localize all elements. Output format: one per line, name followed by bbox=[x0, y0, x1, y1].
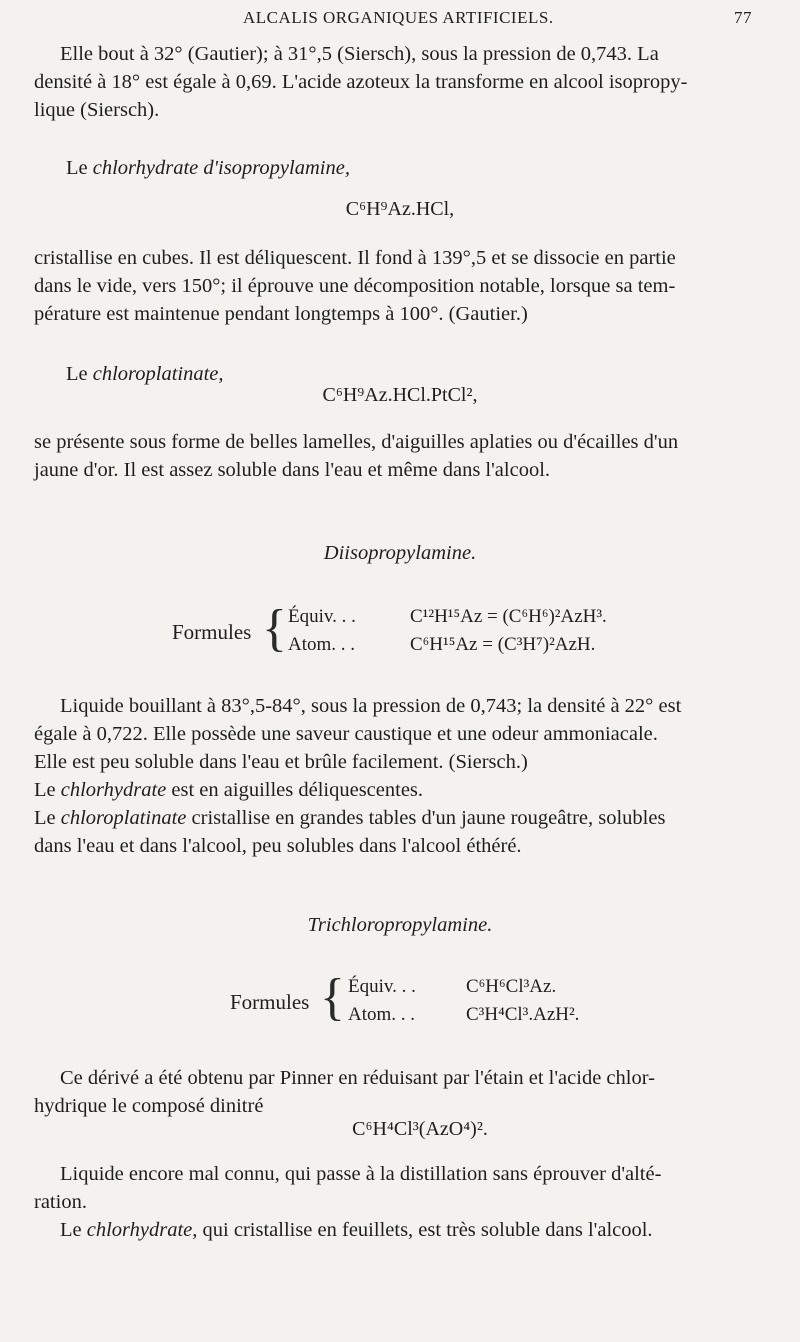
text-line: jaune d'or. Il est assez soluble dans l'eau et même dans l'alcool. bbox=[34, 459, 551, 481]
text-line: Liquide bouillant à 83°,5-84°, sous la pression de 0,743; la densité à 22° est bbox=[60, 695, 682, 717]
section-heading-diisopropylamine: Diisopropylamine. bbox=[323, 542, 477, 564]
paragraph-chlorhydrate bbox=[34, 244, 754, 328]
compound-name: chlorhydrate bbox=[60, 779, 167, 801]
text-line: pérature est maintenue pendant longtemps à 100°. (Gautier.) bbox=[34, 303, 528, 325]
text-line: hydrique le composé dinitré bbox=[34, 1095, 264, 1117]
brace-icon: { bbox=[262, 600, 287, 657]
text-suffix: qui cristallise en feuillets, est très soluble dans l'alcool. bbox=[197, 1219, 653, 1241]
text-line bbox=[34, 804, 754, 832]
section-heading-trichloropropylamine: Trichloropropylamine. bbox=[307, 914, 493, 936]
brace-icon: { bbox=[320, 969, 345, 1026]
formula-atom-label: Atom. . . bbox=[288, 634, 356, 655]
formula-atom-label: Atom. . . bbox=[348, 1004, 416, 1025]
paragraph-diisopropylamine bbox=[34, 692, 754, 860]
formula-chlorhydrate: C⁶H⁹Az.HCl, bbox=[345, 198, 455, 220]
compound-name: chloroplatinate bbox=[60, 807, 187, 829]
text-prefix: Le bbox=[60, 1219, 87, 1241]
text-line: se présente sous forme de belles lamelles, d'aiguilles aplaties ou d'écailles d'un bbox=[34, 431, 679, 453]
text-line: densité à 18° est égale à 0,69. L'acide azoteux la transforme en alcool isopropy- bbox=[34, 71, 688, 93]
formula-dinitro: C⁶H⁴Cl³(AzO⁴)². bbox=[352, 1118, 488, 1140]
text-line: ration. bbox=[34, 1191, 87, 1213]
formulas-label: Formules bbox=[172, 620, 252, 644]
text-suffix: cristallise en grandes tables d'un jaune rougeâtre, solubles bbox=[186, 807, 666, 829]
text-line: dans l'eau et dans l'alcool, peu solubles dans l'alcool éthéré. bbox=[34, 835, 522, 857]
text-line bbox=[34, 776, 754, 804]
text-prefix: Le bbox=[34, 807, 61, 829]
text-line: lique (Siersch). bbox=[34, 99, 160, 121]
text-line: égale à 0,722. Elle possède une saveur caustique et une odeur ammoniacale. bbox=[34, 723, 658, 745]
text-line: Ce dérivé a été obtenu par Pinner en réduisant par l'étain et l'acide chlor- bbox=[60, 1067, 655, 1089]
chlorhydrate-intro bbox=[60, 154, 752, 182]
running-header bbox=[0, 6, 800, 32]
formula-equiv: C¹²H¹⁵Az = (C⁶H⁶)²AzH³. bbox=[410, 606, 607, 627]
text-line: Elle est peu soluble dans l'eau et brûle facilement. (Siersch.) bbox=[34, 751, 528, 773]
formula-atom: C⁶H¹⁵Az = (C³H⁷)²AzH. bbox=[410, 634, 596, 655]
text-line: Liquide encore mal connu, qui passe à la distillation sans éprouver d'alté- bbox=[60, 1163, 662, 1185]
paragraph-liquide bbox=[34, 1160, 754, 1244]
text-line bbox=[60, 1216, 754, 1244]
paragraph-pinner bbox=[34, 1064, 754, 1120]
compound-name: chlorhydrate, bbox=[86, 1219, 198, 1241]
paragraph-chloroplatinate bbox=[34, 428, 754, 484]
formula-chloroplatinate: C⁶H⁹Az.HCl.PtCl², bbox=[322, 384, 478, 406]
formula-equiv: C⁶H⁶Cl³Az. bbox=[466, 976, 557, 997]
text-prefix: Le bbox=[66, 157, 93, 179]
compound-name: chlorhydrate d'isopropylamine, bbox=[92, 157, 350, 179]
text-line: dans le vide, vers 150°; il éprouve une décomposition notable, lorsque sa tem- bbox=[34, 275, 676, 297]
page-number: 77 bbox=[734, 8, 752, 27]
formulas-label: Formules bbox=[230, 990, 310, 1014]
text-prefix: Le bbox=[66, 363, 93, 385]
running-title: ALCALIS ORGANIQUES ARTIFICIELS. bbox=[243, 8, 554, 27]
text-prefix: Le bbox=[34, 779, 61, 801]
paragraph-boiling-point bbox=[34, 40, 752, 124]
formula-atom: C³H⁴Cl³.AzH². bbox=[466, 1004, 580, 1025]
compound-name: chloroplatinate, bbox=[92, 363, 224, 385]
text-line: Elle bout à 32° (Gautier); à 31°,5 (Siersch), sous la pression de 0,743. La bbox=[60, 43, 659, 65]
text-line: cristallise en cubes. Il est déliquescent. Il fond à 139°,5 et se dissocie en partie bbox=[34, 247, 676, 269]
formula-equiv-label: Équiv. . . bbox=[348, 976, 416, 997]
text-suffix: est en aiguilles déliquescentes. bbox=[166, 779, 424, 801]
formula-equiv-label: Équiv. . . bbox=[288, 606, 356, 627]
